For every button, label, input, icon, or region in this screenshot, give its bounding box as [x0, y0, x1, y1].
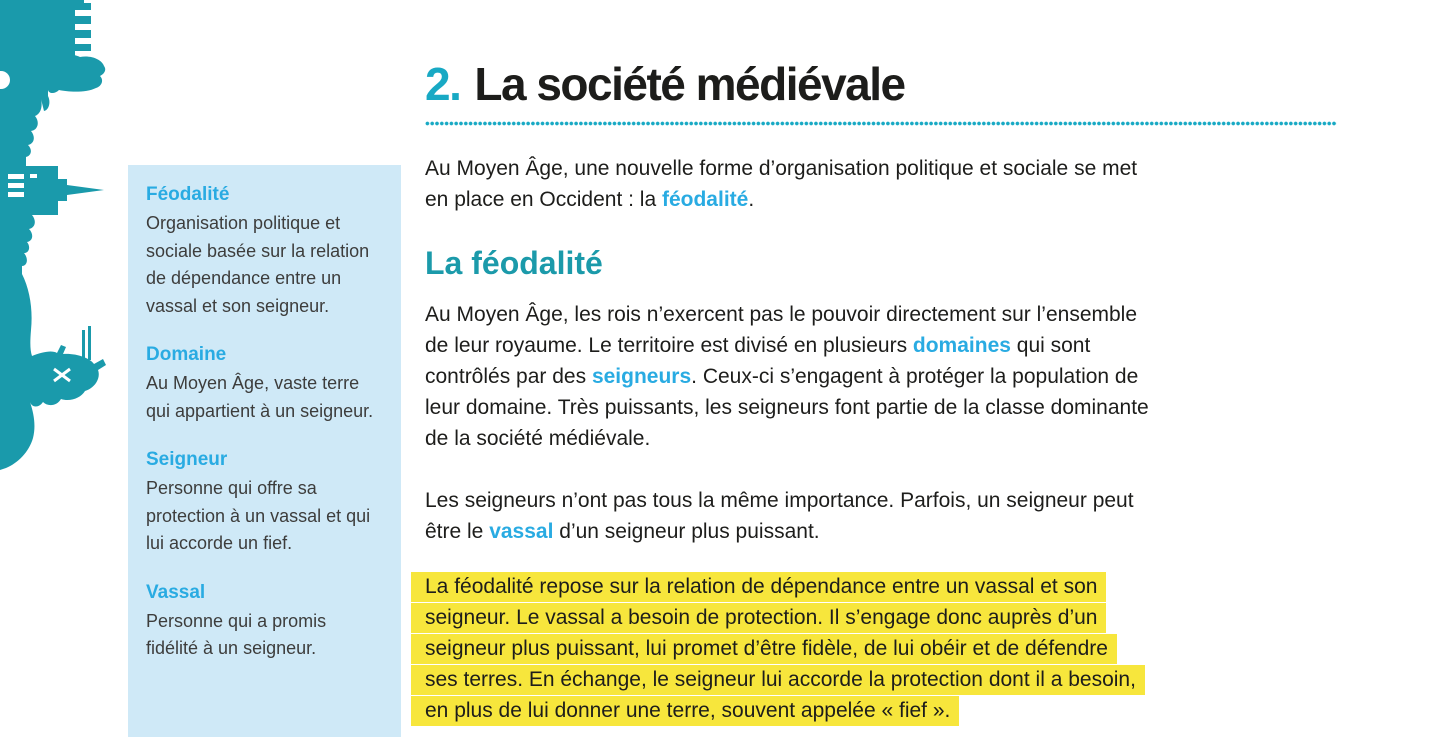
- text-segment: en place en Occident : la: [425, 188, 662, 211]
- lance-icon: [82, 330, 85, 360]
- definition-term: Vassal: [146, 581, 206, 603]
- definition-entry: [146, 578, 383, 663]
- text-segment: être le: [425, 520, 490, 543]
- keyword-term: domaines: [912, 334, 1011, 357]
- definition-entry: [146, 180, 383, 320]
- church-window-icon: [30, 174, 37, 178]
- highlighted-line: seigneur. Le vassal a besoin de protection. Il s’engage donc auprès d’un: [411, 603, 1106, 633]
- highlighted-line: en plus de lui donner une terre, souvent appelée « fief ».: [411, 696, 959, 726]
- definition-entry: [146, 340, 383, 425]
- definition-text: Au Moyen Âge, vaste terre qui appartient à un seigneur.: [146, 373, 374, 421]
- church-window-icon: [8, 183, 24, 188]
- text-segment: .: [748, 188, 755, 211]
- text-segment: qui sont: [1010, 334, 1091, 357]
- feudality-paragraph: [425, 299, 1337, 454]
- chapter-title-text: La société médiévale: [474, 58, 905, 110]
- keyword-term: féodalité: [661, 188, 749, 211]
- text-segment: Au Moyen Âge, une nouvelle forme d’organisation politique et sociale se met: [425, 157, 1138, 180]
- medieval-skyline-illustration: [0, 0, 110, 470]
- definition-term: Domaine: [146, 344, 227, 365]
- intro-paragraph: [425, 153, 1337, 215]
- highlighted-line: ses terres. En échange, le seigneur lui accorde la protection dont il a besoin,: [411, 665, 1145, 695]
- highlighted-line: La féodalité repose sur la relation de dépendance entre un vassal et son: [411, 572, 1106, 602]
- church-window-icon: [8, 192, 24, 197]
- definition-entry: [146, 445, 383, 558]
- church-window-icon: [8, 174, 24, 179]
- chapter-number: 2.: [425, 58, 461, 110]
- text-segment: Au Moyen Âge, les rois n’exercent pas le pouvoir directement sur l’ensemble: [425, 303, 1138, 326]
- highlighted-line: seigneur plus puissant, lui promet d’être fidèle, de lui obéir et de défendre: [411, 634, 1117, 664]
- vassal-paragraph: [425, 485, 1337, 547]
- section-heading: La féodalité: [425, 245, 603, 281]
- text-segment: Les seigneurs n’ont pas tous la même importance. Parfois, un seigneur peut: [425, 489, 1134, 512]
- highlighted-paragraph: [411, 572, 1337, 726]
- text-segment: . Ceux-ci s’engagent à protéger la population de: [691, 365, 1139, 388]
- definition-term: Féodalité: [146, 184, 230, 205]
- text-segment: d’un seigneur plus puissant.: [553, 520, 820, 543]
- definition-text: Personne qui offre sa protection à un vassal et qui lui accorde un fief.: [146, 478, 371, 553]
- lesson-content: [425, 0, 1337, 727]
- text-segment: contrôlés par des: [425, 365, 592, 388]
- page-title: [425, 58, 1337, 110]
- definition-text: Organisation politique et sociale basée sur la relation de dépendance entre un vassal et son seigneur.: [146, 213, 370, 316]
- vocabulary-box: [128, 165, 401, 737]
- keyword-term: vassal: [489, 520, 554, 543]
- text-segment: leur domaine. Très puissants, les seigneurs font partie de la classe dominante: [425, 396, 1149, 419]
- text-segment: de la société médiévale.: [425, 427, 651, 450]
- text-segment: de leur royaume. Le territoire est divisé en plusieurs: [425, 334, 913, 357]
- definition-term: Seigneur: [146, 449, 228, 470]
- dotted-divider: [425, 120, 1337, 127]
- keyword-term: seigneurs: [591, 365, 692, 388]
- definition-text: Personne qui a promis fidélité à un seigneur.: [146, 610, 327, 658]
- lance-icon: [88, 326, 91, 360]
